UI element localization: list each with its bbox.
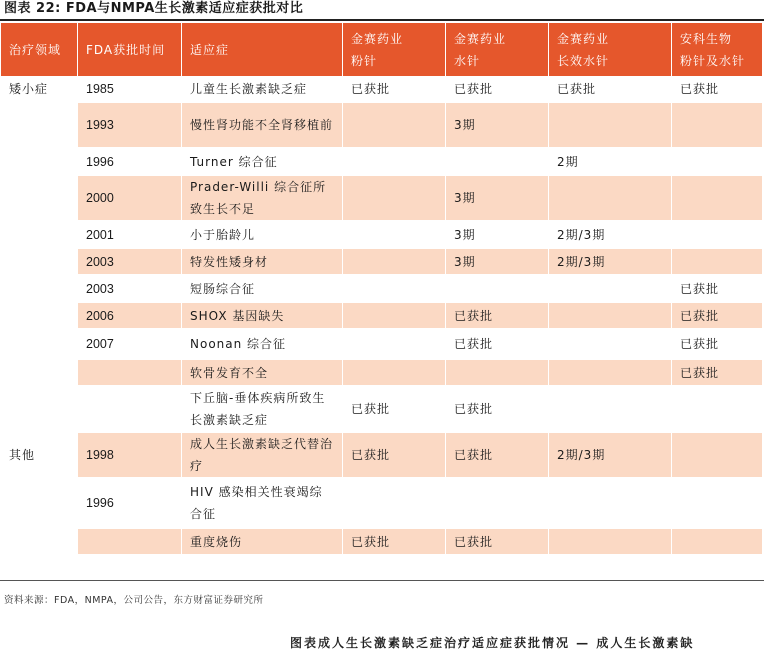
jinsai-water-cell [446, 276, 548, 303]
jinsai-water-cell [446, 149, 548, 176]
source-note: 资料来源：FDA，NMPA，公司公告，东方财富证券研究所 [4, 595, 264, 606]
area-cell [1, 103, 77, 149]
jinsai-powder-cell: 已获批 [343, 529, 445, 556]
header-text: 长效水针 [557, 53, 610, 68]
table-row [1, 76, 762, 103]
indication-cell: 短肠综合征 [182, 276, 342, 303]
header-text: 金赛药业 [351, 31, 404, 46]
jinsai-powder-cell [343, 103, 445, 149]
table-row [1, 330, 762, 360]
year-cell: 2001 [78, 222, 181, 249]
header-text: 粉针 [351, 53, 378, 68]
area-cell [1, 303, 77, 330]
year-cell: 2007 [78, 330, 181, 360]
jinsai-long-acting-cell: 2期 [549, 149, 671, 176]
jinsai-water-cell [446, 479, 548, 529]
jinsai-powder-cell [343, 249, 445, 276]
jinsai-powder-cell: 已获批 [343, 387, 445, 433]
jinsai-powder-cell [343, 479, 445, 529]
indication-cell: 小于胎龄儿 [182, 222, 342, 249]
anke-cell: 已获批 [672, 276, 762, 303]
table-row [1, 529, 762, 556]
jinsai-long-acting-cell [549, 176, 671, 222]
jinsai-water-cell: 已获批 [446, 303, 548, 330]
jinsai-long-acting-cell: 2期/3期 [549, 433, 671, 479]
jinsai-powder-cell [343, 360, 445, 387]
jinsai-long-acting-cell [549, 276, 671, 303]
header-jinsai-long-acting [549, 23, 671, 76]
year-cell [78, 360, 181, 387]
anke-cell [672, 149, 762, 176]
year-cell: 2000 [78, 176, 181, 222]
jinsai-long-acting-cell [549, 303, 671, 330]
header-text: 金赛药业 [454, 31, 507, 46]
indication-cell: 特发性矮身材 [182, 249, 342, 276]
area-cell [1, 249, 77, 276]
table-row [1, 479, 762, 529]
header-jinsai-water [446, 23, 548, 76]
table-row [1, 276, 762, 303]
indication-cell: Prader-Willi 综合征所致生长不足 [182, 176, 342, 222]
area-cell [1, 529, 77, 556]
year-cell: 1993 [78, 103, 181, 149]
header-anke [672, 23, 762, 76]
anke-cell [672, 387, 762, 433]
indication-cell: 重度烧伤 [182, 529, 342, 556]
area-cell [1, 222, 77, 249]
header-text: 粉针及水针 [680, 53, 746, 68]
jinsai-powder-cell [343, 149, 445, 176]
anke-cell [672, 103, 762, 149]
jinsai-water-cell: 3期 [446, 176, 548, 222]
indication-cell: Noonan 综合征 [182, 330, 342, 360]
jinsai-powder-cell: 已获批 [343, 433, 445, 479]
area-cell [1, 479, 77, 529]
footer-partial-text: 图表成人生长激素缺乏症治疗适应症获批情况 — 成人生长激素缺 [290, 636, 695, 650]
header-row [1, 23, 762, 76]
jinsai-water-cell: 3期 [446, 222, 548, 249]
figure-title: 图表 22: FDA与NMPA生长激素适应症获批对比 [4, 1, 304, 16]
jinsai-long-acting-cell [549, 529, 671, 556]
anke-cell [672, 529, 762, 556]
table-row [1, 149, 762, 176]
header-text: 金赛药业 [557, 31, 610, 46]
year-cell: 1998 [78, 433, 181, 479]
jinsai-water-cell: 3期 [446, 249, 548, 276]
jinsai-water-cell: 3期 [446, 103, 548, 149]
table-row [1, 360, 762, 387]
area-cell [1, 176, 77, 222]
anke-cell [672, 222, 762, 249]
jinsai-powder-cell [343, 176, 445, 222]
year-cell: 2003 [78, 276, 181, 303]
indication-cell: Turner 综合征 [182, 149, 342, 176]
jinsai-water-cell: 已获批 [446, 433, 548, 479]
jinsai-water-cell: 已获批 [446, 387, 548, 433]
jinsai-long-acting-cell [549, 330, 671, 360]
year-cell: 1985 [78, 76, 181, 103]
header-text: 适应症 [190, 42, 230, 57]
area-cell [1, 276, 77, 303]
year-cell: 2006 [78, 303, 181, 330]
table-row [1, 249, 762, 276]
indication-cell: 慢性肾功能不全肾移植前 [182, 103, 342, 149]
header-area [1, 23, 77, 76]
anke-cell [672, 433, 762, 479]
jinsai-long-acting-cell [549, 387, 671, 433]
header-text: 安科生物 [680, 31, 733, 46]
indication-cell: 成人生长激素缺乏代替治疗 [182, 433, 342, 479]
jinsai-powder-cell [343, 303, 445, 330]
anke-cell [672, 176, 762, 222]
jinsai-powder-cell [343, 276, 445, 303]
year-cell: 2003 [78, 249, 181, 276]
indication-cell: 下丘脑-垂体疾病所致生长激素缺乏症 [182, 387, 342, 433]
jinsai-powder-cell [343, 222, 445, 249]
year-cell [78, 529, 181, 556]
header-fda-year [78, 23, 181, 76]
area-cell [1, 387, 77, 433]
indication-cell: 软骨发育不全 [182, 360, 342, 387]
indication-cell: SHOX 基因缺失 [182, 303, 342, 330]
jinsai-powder-cell [343, 330, 445, 360]
table-bottom-rule [0, 580, 764, 581]
jinsai-long-acting-cell: 已获批 [549, 76, 671, 103]
jinsai-water-cell: 已获批 [446, 529, 548, 556]
table-row [1, 303, 762, 330]
title-rule [0, 19, 764, 21]
table-row [1, 176, 762, 222]
table-row [1, 222, 762, 249]
jinsai-long-acting-cell: 2期/3期 [549, 249, 671, 276]
anke-cell: 已获批 [672, 303, 762, 330]
jinsai-water-cell [446, 360, 548, 387]
indication-cell: HIV 感染相关性衰竭综合征 [182, 479, 342, 529]
header-jinsai-powder [343, 23, 445, 76]
anke-cell: 已获批 [672, 360, 762, 387]
jinsai-long-acting-cell: 2期/3期 [549, 222, 671, 249]
jinsai-long-acting-cell [549, 360, 671, 387]
header-text: 水针 [454, 53, 481, 68]
table-row [1, 433, 762, 479]
comparison-table [0, 23, 763, 556]
jinsai-water-cell: 已获批 [446, 76, 548, 103]
area-cell: 其他 [1, 433, 77, 479]
area-cell [1, 360, 77, 387]
table-row [1, 387, 762, 433]
area-cell [1, 149, 77, 176]
anke-cell [672, 479, 762, 529]
area-cell [1, 330, 77, 360]
jinsai-long-acting-cell [549, 479, 671, 529]
year-cell: 1996 [78, 149, 181, 176]
jinsai-powder-cell: 已获批 [343, 76, 445, 103]
area-cell: 矮小症 [1, 76, 77, 103]
header-text: FDA获批时间 [86, 42, 166, 57]
anke-cell: 已获批 [672, 330, 762, 360]
anke-cell: 已获批 [672, 76, 762, 103]
jinsai-long-acting-cell [549, 103, 671, 149]
jinsai-water-cell: 已获批 [446, 330, 548, 360]
year-cell: 1996 [78, 479, 181, 529]
header-text: 治疗领域 [9, 42, 62, 57]
anke-cell [672, 249, 762, 276]
table-row [1, 103, 762, 149]
indication-cell: 儿童生长激素缺乏症 [182, 76, 342, 103]
header-indication [182, 23, 342, 76]
year-cell [78, 387, 181, 433]
